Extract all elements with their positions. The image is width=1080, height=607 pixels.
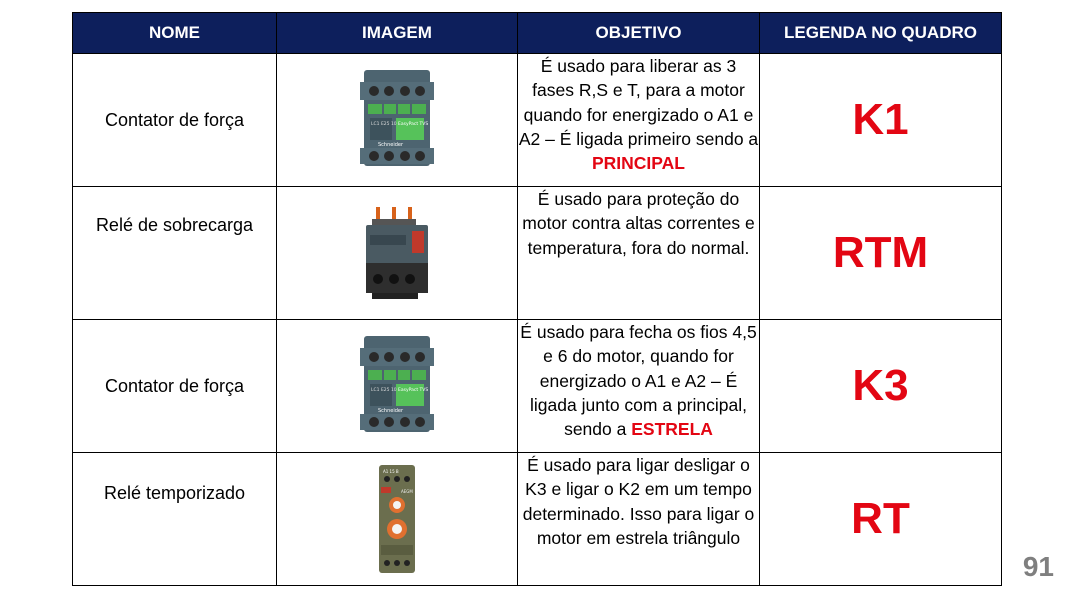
components-table: [72, 12, 1002, 586]
objective-highlight: ESTRELA: [631, 419, 713, 440]
component-name: Contator de força: [73, 54, 277, 187]
component-name: Contator de força: [73, 320, 277, 453]
contactor-label-left: LC1 E25 10: [371, 122, 397, 127]
timer-relay-icon: [377, 463, 417, 575]
objective-highlight: PRINCIPAL: [591, 153, 685, 174]
component-name: Relé de sobrecarga: [73, 187, 277, 320]
table-row: [73, 320, 1002, 453]
timer-terminals: A1 15 B: [383, 469, 399, 474]
page-number: 91: [1022, 551, 1054, 582]
timer-model: AEGM: [401, 489, 413, 494]
component-legend: [760, 453, 1002, 586]
legend-code: RTM: [832, 228, 929, 277]
legend-code: K3: [852, 361, 909, 410]
component-objective: [518, 187, 760, 320]
component-legend: [760, 320, 1002, 453]
table-row: [73, 187, 1002, 320]
contactor-label-right: EasyPact TVS: [398, 122, 429, 127]
contactor-icon: [358, 68, 436, 172]
header-row: [73, 13, 1002, 54]
table-row: [73, 453, 1002, 586]
header-legenda: LEGENDA NO QUADRO: [760, 13, 1002, 54]
component-image: [277, 453, 518, 586]
header-imagem: IMAGEM: [277, 13, 518, 54]
overload-relay-icon: [362, 205, 432, 301]
component-legend: [760, 187, 1002, 320]
component-name: Relé temporizado: [73, 453, 277, 586]
component-image: [277, 54, 518, 187]
contactor-label-left: LC1 E25 10: [371, 388, 397, 393]
objective-text: É usado para proteção do motor contra altas correntes e temperatura, fora do normal.: [522, 189, 755, 258]
legend-code: K1: [852, 95, 909, 144]
header-nome: NOME: [73, 13, 277, 54]
contactor-label-right: EasyPact TVS: [398, 388, 429, 393]
component-objective: [518, 320, 760, 453]
component-objective: [518, 453, 760, 586]
table-row: [73, 54, 1002, 187]
contactor-brand: Schneider: [378, 142, 404, 148]
contactor-brand: Schneider: [378, 408, 404, 414]
component-image: [277, 320, 518, 453]
legend-code: RT: [851, 494, 910, 543]
contactor-icon: [358, 334, 436, 438]
header-objetivo: OBJETIVO: [518, 13, 760, 54]
component-image: [277, 187, 518, 320]
objective-text: É usado para fecha os fios 4,5 e 6 do motor, quando for energizado o A1 e A2 – É ligada junto com a principal, sendo a: [520, 322, 757, 440]
objective-text: É usado para ligar desligar o K3 e ligar o K2 em um tempo determinado. Isso para ligar o motor em estrela triângulo: [522, 455, 755, 548]
objective-text: É usado para liberar as 3 fases R,S e T, para a motor quando for energizado o A1 e A2 – É ligada primeiro sendo a: [518, 56, 759, 149]
component-legend: [760, 54, 1002, 187]
component-objective: [518, 54, 760, 187]
